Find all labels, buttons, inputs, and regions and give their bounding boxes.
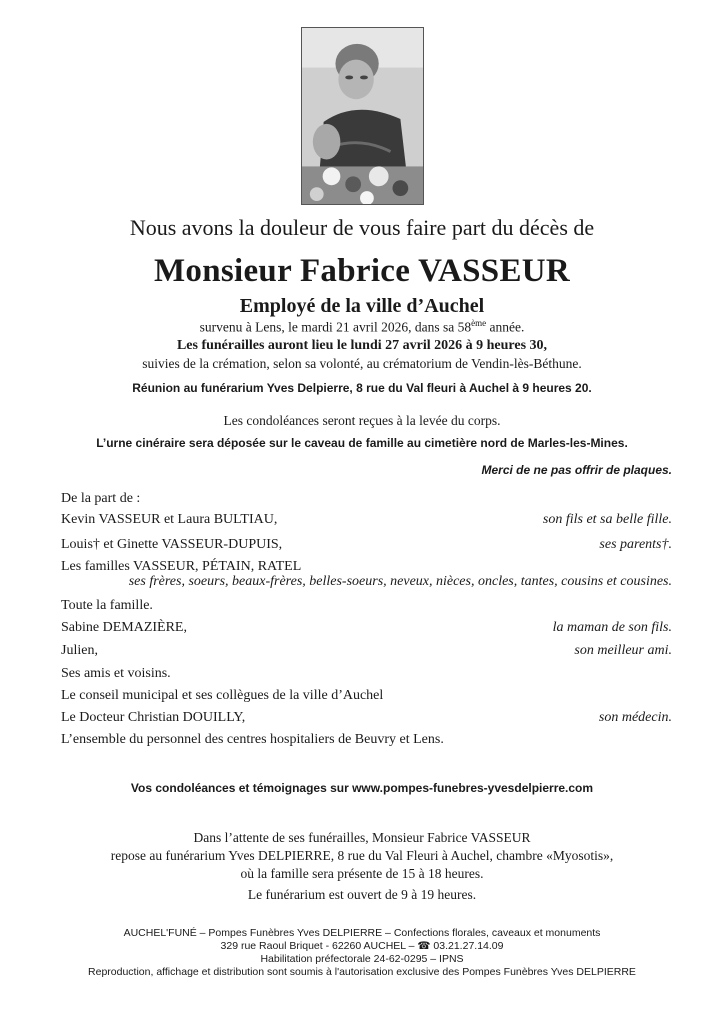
deceased-job: Employé de la ville d’Auchel — [239, 295, 485, 317]
funeral-date: Les funérailles auront lieu le lundi 27 avril 2026 à 9 heures 30, — [176, 338, 548, 353]
no-plaques-note: Merci de ne pas offrir de plaques. — [481, 463, 672, 477]
family-member-name: Sabine DEMAZIÈRE, — [61, 620, 187, 635]
family-member-relation: ses frères, soeurs, beaux-frères, belles-soeurs, neveux, nièces, oncles, tantes, cousins et cousines. — [128, 574, 672, 589]
family-member-relation: son fils et sa belle fille. — [542, 512, 672, 527]
rest-info-line: Dans l’attente de ses funérailles, Monsieur Fabrice VASSEUR — [193, 830, 531, 845]
death-details — [0, 318, 724, 336]
family-member-relation: son médecin. — [598, 710, 672, 725]
intro-text: Nous avons la douleur de vous faire part du décès de — [129, 215, 595, 240]
family-member-name: Le conseil municipal et ses collègues de la ville d’Auchel — [61, 688, 384, 703]
meeting-info: Réunion au funérarium Yves Delpierre, 8 rue du Val fleuri à Auchel à 9 heures 20. — [132, 381, 592, 395]
portrait-photo — [301, 27, 424, 205]
family-member-name: Louis† et Ginette VASSEUR-DUPUIS, — [61, 537, 283, 552]
family-member-name: Julien, — [61, 643, 98, 658]
footer-license: Habilitation préfectorale 24-62-0295 – IPNS — [260, 953, 464, 965]
family-member-name: Ses amis et voisins. — [61, 666, 171, 681]
opening-hours: Le funérarium est ouvert de 9 à 19 heures. — [247, 887, 477, 902]
family-member-relation: son meilleur ami. — [574, 643, 672, 658]
family-member-relation: ses parents†. — [599, 537, 672, 552]
deceased-name: Monsieur Fabrice VASSEUR — [153, 253, 571, 289]
footer-company: AUCHEL'FUNÉ – Pompes Funèbres Yves DELPIERRE – Confections florales, caveaux et monuments — [123, 927, 601, 939]
website-info: Vos condoléances et témoignages sur www.pompes-funebres-yvesdelpierre.com — [130, 781, 594, 795]
footer-rights: Reproduction, affichage et distribution sont soumis à l'autorisation exclusive des Pompes Funèbres Yves DELPIERRE — [88, 966, 636, 978]
family-member-name: Les familles VASSEUR, PÉTAIN, RATEL — [61, 559, 302, 574]
rest-info-line: repose au funérarium Yves DELPIERRE, 8 rue du Val Fleuri à Auchel, chambre «Myosotis», — [110, 848, 614, 863]
family-member-relation: la maman de son fils. — [552, 620, 672, 635]
footer-address: 329 rue Raoul Briquet - 62260 AUCHEL – ☎ 03.21.27.14.09 — [220, 940, 504, 952]
death-details-end: année. — [486, 319, 525, 335]
rest-info-line: où la famille sera présente de 15 à 18 heures. — [240, 866, 484, 881]
family-member-name: Kevin VASSEUR et Laura BULTIAU, — [61, 512, 278, 527]
urn-info: L’urne cinéraire sera déposée sur le caveau de famille au cimetière nord de Marles-les-Mines. — [96, 436, 628, 450]
family-member-name: Toute la famille. — [61, 598, 153, 613]
family-member-name: Le Docteur Christian DOUILLY, — [61, 710, 246, 725]
family-member-name: L’ensemble du personnel des centres hospitaliers de Beuvry et Lens. — [61, 732, 444, 747]
ordinal-suffix: ème — [471, 318, 487, 328]
cremation-details: suivies de la crémation, selon sa volonté, au crématorium de Vendin-lès-Béthune. — [142, 356, 582, 371]
family-header: De la part de : — [61, 491, 141, 506]
condolences-body: Les condoléances seront reçues à la levée du corps. — [223, 413, 501, 428]
death-details-text: survenu à Lens, le mardi 21 avril 2026, dans sa 58 — [199, 319, 472, 335]
